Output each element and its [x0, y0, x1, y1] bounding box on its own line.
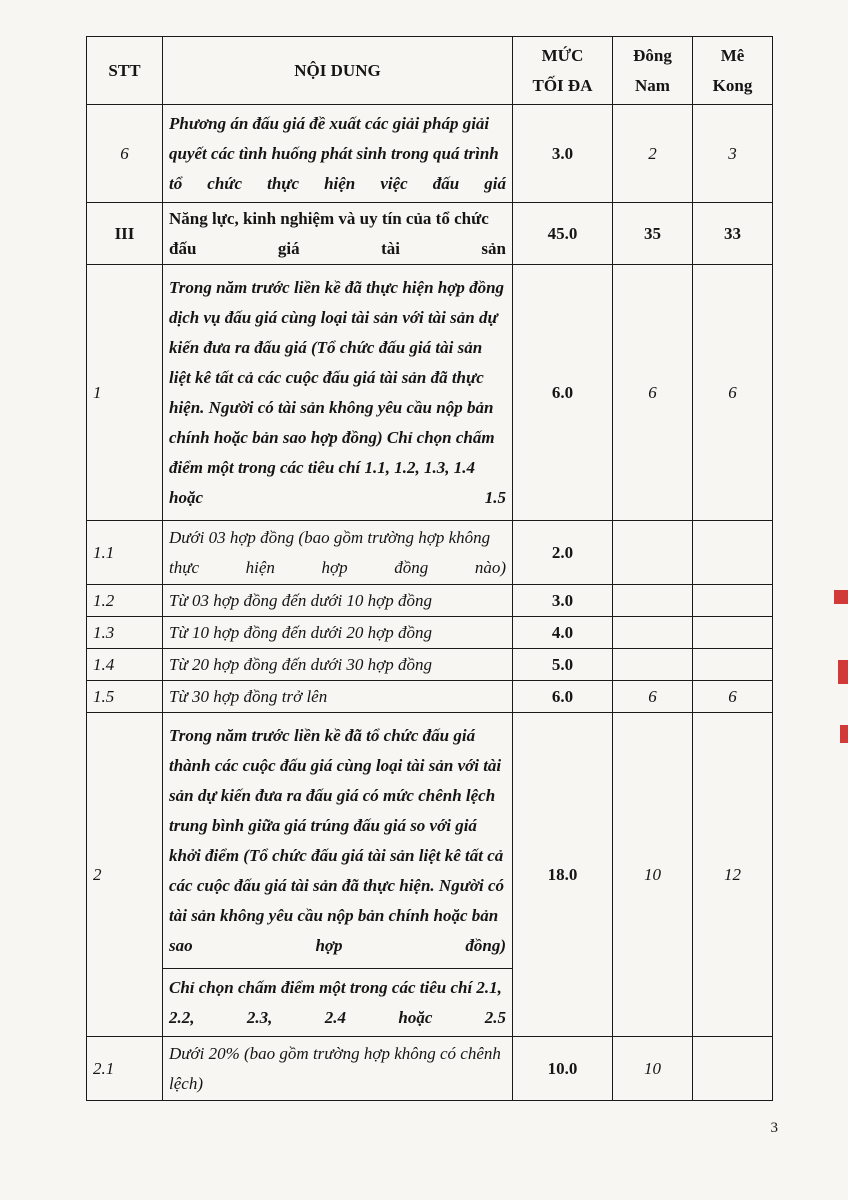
row-max: 6.0 [513, 265, 613, 521]
row-stt: 1.3 [87, 617, 163, 649]
header-muc-line2: TỐI ĐA [532, 75, 593, 95]
row-stt: 2 [87, 713, 163, 1037]
row-me-kong [693, 1037, 773, 1101]
row-me-kong: 6 [693, 265, 773, 521]
row-max: 4.0 [513, 617, 613, 649]
row-max: 3.0 [513, 585, 613, 617]
header-noi-dung: NỘI DUNG [163, 37, 513, 105]
row-dong-nam: 10 [613, 713, 693, 1037]
row-me-kong [693, 617, 773, 649]
header-muc-toi-da [513, 37, 613, 105]
scoring-table [86, 36, 773, 1101]
row-me-kong: 3 [693, 105, 773, 203]
row-max: 18.0 [513, 713, 613, 1037]
row-max: 45.0 [513, 203, 613, 265]
row-dong-nam: 6 [613, 265, 693, 521]
row-content: Từ 20 hợp đồng đến dưới 30 hợp đồng [163, 649, 513, 681]
header-me-kong-line2: Kong [712, 75, 753, 95]
row-dong-nam [613, 649, 693, 681]
row-dong-nam [613, 585, 693, 617]
row-stt: 1.1 [87, 521, 163, 585]
table-row [87, 585, 773, 617]
header-me-kong-line1: Mê [720, 45, 745, 65]
row-stt: III [87, 203, 163, 265]
header-stt: STT [87, 37, 163, 105]
table-row [87, 617, 773, 649]
row-dong-nam: 6 [613, 681, 693, 713]
row-stt: 1 [87, 265, 163, 521]
row-max: 10.0 [513, 1037, 613, 1101]
table-row [87, 649, 773, 681]
row-stt: 2.1 [87, 1037, 163, 1101]
table-row [87, 1037, 773, 1101]
row-max: 5.0 [513, 649, 613, 681]
table-row [87, 713, 773, 969]
row-dong-nam: 10 [613, 1037, 693, 1101]
header-row [87, 37, 773, 105]
row-stt: 1.5 [87, 681, 163, 713]
table-row [87, 105, 773, 203]
row-me-kong: 33 [693, 203, 773, 265]
row-stt: 6 [87, 105, 163, 203]
table-row [87, 521, 773, 585]
row-stt: 1.2 [87, 585, 163, 617]
row-stt: 1.4 [87, 649, 163, 681]
row-dong-nam: 2 [613, 105, 693, 203]
table-row [87, 265, 773, 521]
row-max: 6.0 [513, 681, 613, 713]
row-dong-nam: 35 [613, 203, 693, 265]
row-me-kong [693, 585, 773, 617]
header-dong-nam [613, 37, 693, 105]
row-me-kong [693, 649, 773, 681]
page-number: 3 [770, 1120, 778, 1136]
row-content: Trong năm trước liền kề đã tổ chức đấu giá thành các cuộc đấu giá cùng loại tài sản với tài sản dự kiến đưa ra đấu giá có mức chênh lệch trung bình giữa giá trúng đấu giá so với giá khởi điểm (Tổ chức đấu giá tài sản liệt kê tất cả các cuộc đấu giá tài sản đã thực hiện. Người có tài sản không yêu cầu nộp bản chính hoặc bản sao hợp đồng) [163, 713, 513, 969]
row-dong-nam [613, 521, 693, 585]
row-content: Từ 30 hợp đồng trở lên [163, 681, 513, 713]
row-content: Dưới 03 hợp đồng (bao gồm trường hợp không thực hiện hợp đồng nào) [163, 521, 513, 585]
row-content-note: Chỉ chọn chấm điểm một trong các tiêu chí 2.1, 2.2, 2.3, 2.4 hoặc 2.5 [163, 969, 513, 1037]
row-content: Năng lực, kinh nghiệm và uy tín của tổ chức đấu giá tài sản [163, 203, 513, 265]
row-me-kong [693, 521, 773, 585]
row-content: Từ 10 hợp đồng đến dưới 20 hợp đồng [163, 617, 513, 649]
row-content: Trong năm trước liền kề đã thực hiện hợp đồng dịch vụ đấu giá cùng loại tài sản với tài sản dự kiến đưa ra đấu giá (Tổ chức đấu giá tài sản liệt kê tất cả các cuộc đấu giá tài sản đã thực hiện. Người có tài sản không yêu cầu nộp bản chính hoặc bản sao hợp đồng) Chỉ chọn chấm điểm một trong các tiêu chí 1.1, 1.2, 1.3, 1.4 hoặc 1.5 [163, 265, 513, 521]
row-content: Dưới 20% (bao gồm trường hợp không có chênh lệch) [163, 1037, 513, 1101]
header-dong-nam-line1: Đông [633, 45, 672, 65]
row-max: 2.0 [513, 521, 613, 585]
red-stamp-edge-mark [834, 590, 848, 604]
row-me-kong: 12 [693, 713, 773, 1037]
row-content: Từ 03 hợp đồng đến dưới 10 hợp đồng [163, 585, 513, 617]
table-row [87, 203, 773, 265]
row-content: Phương án đấu giá đề xuất các giải pháp giải quyết các tình huống phát sinh trong quá trình tổ chức thực hiện việc đấu giá [163, 105, 513, 203]
red-stamp-edge-mark [840, 725, 848, 743]
row-max: 3.0 [513, 105, 613, 203]
header-me-kong [693, 37, 773, 105]
row-dong-nam [613, 617, 693, 649]
header-dong-nam-line2: Nam [635, 75, 670, 95]
header-muc-line1: MỨC [541, 45, 584, 65]
table-row [87, 681, 773, 713]
row-me-kong: 6 [693, 681, 773, 713]
red-stamp-edge-mark [838, 660, 848, 684]
